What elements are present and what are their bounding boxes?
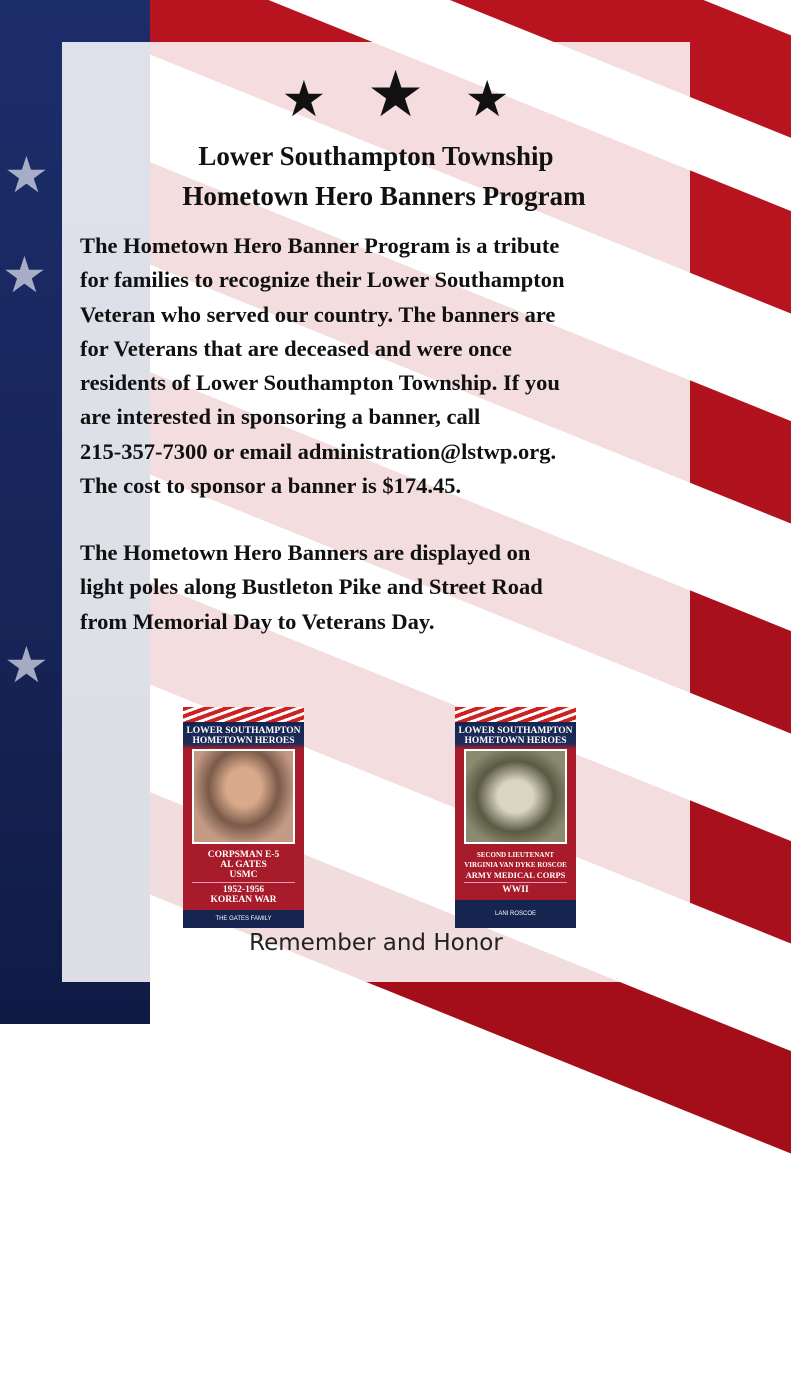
text-line: The cost to sponsor a banner is $174.45. <box>80 473 462 499</box>
banner-sponsor: LANI ROSCOE <box>455 900 576 928</box>
banner-text: VIRGINIA VAN DYKE ROSCOE <box>464 861 567 869</box>
stars-decoration <box>0 58 791 132</box>
banner-text: USMC <box>229 870 258 880</box>
star-icon: ★ <box>4 637 49 693</box>
banner-text: WWII <box>502 885 529 895</box>
text-line: The Hometown Hero Banners are displayed on <box>80 540 531 565</box>
banner-text: 1952-1956 <box>222 885 265 895</box>
text-line: for Veterans that are deceased and were once <box>80 335 512 361</box>
title-line-1: Lower Southampton Township <box>198 141 554 171</box>
flag-strip <box>183 707 304 722</box>
star-icon: ★ <box>366 59 425 130</box>
text-line: residents of Lower Southampton Township. If you <box>80 370 560 396</box>
caption: Remember and Honor <box>249 930 503 956</box>
star-icon: ★ <box>281 71 327 127</box>
banner-text: SECOND LIEUTENANT <box>476 851 555 859</box>
banner-sponsor: THE GATES FAMILY <box>183 910 304 928</box>
intro-paragraph <box>80 229 565 503</box>
display-paragraph <box>80 536 543 639</box>
banner-text: KOREAN WAR <box>210 895 277 905</box>
banner-text: AL GATES <box>220 860 267 870</box>
star-icon: ★ <box>4 147 49 203</box>
text-line: from Memorial Day to Veterans Day. <box>80 608 435 634</box>
banner-header: LOWER SOUTHAMPTON <box>458 726 573 736</box>
banner-header: HOMETOWN HEROES <box>192 736 295 746</box>
banner-header: LOWER SOUTHAMPTON <box>186 726 301 736</box>
title-line-2: Hometown Hero Banners Program <box>182 181 586 211</box>
banner-virginia-roscoe <box>455 707 576 928</box>
text-line: are interested in sponsoring a banner, call <box>80 404 481 430</box>
banner-text: CORPSMAN E-5 <box>207 850 280 860</box>
text-line: light poles along Bustleton Pike and Street Road <box>80 574 543 600</box>
text-line: 215-357-7300 or email administration@lstwp.org. <box>80 438 557 464</box>
banner-text: ARMY MEDICAL CORPS <box>465 870 566 880</box>
text-line: The Hometown Hero Banner Program is a tribute <box>80 233 560 258</box>
star-icon: ★ <box>2 247 47 303</box>
veteran-photo <box>192 749 295 844</box>
banner-header: HOMETOWN HEROES <box>464 736 567 746</box>
veteran-photo <box>464 749 567 844</box>
text-line: for families to recognize their Lower Southampton <box>80 267 565 293</box>
star-icon: ★ <box>464 71 510 127</box>
banner-al-gates <box>183 707 304 928</box>
text-line: Veteran who served our country. The banners are <box>80 301 556 327</box>
flag-strip <box>455 707 576 722</box>
